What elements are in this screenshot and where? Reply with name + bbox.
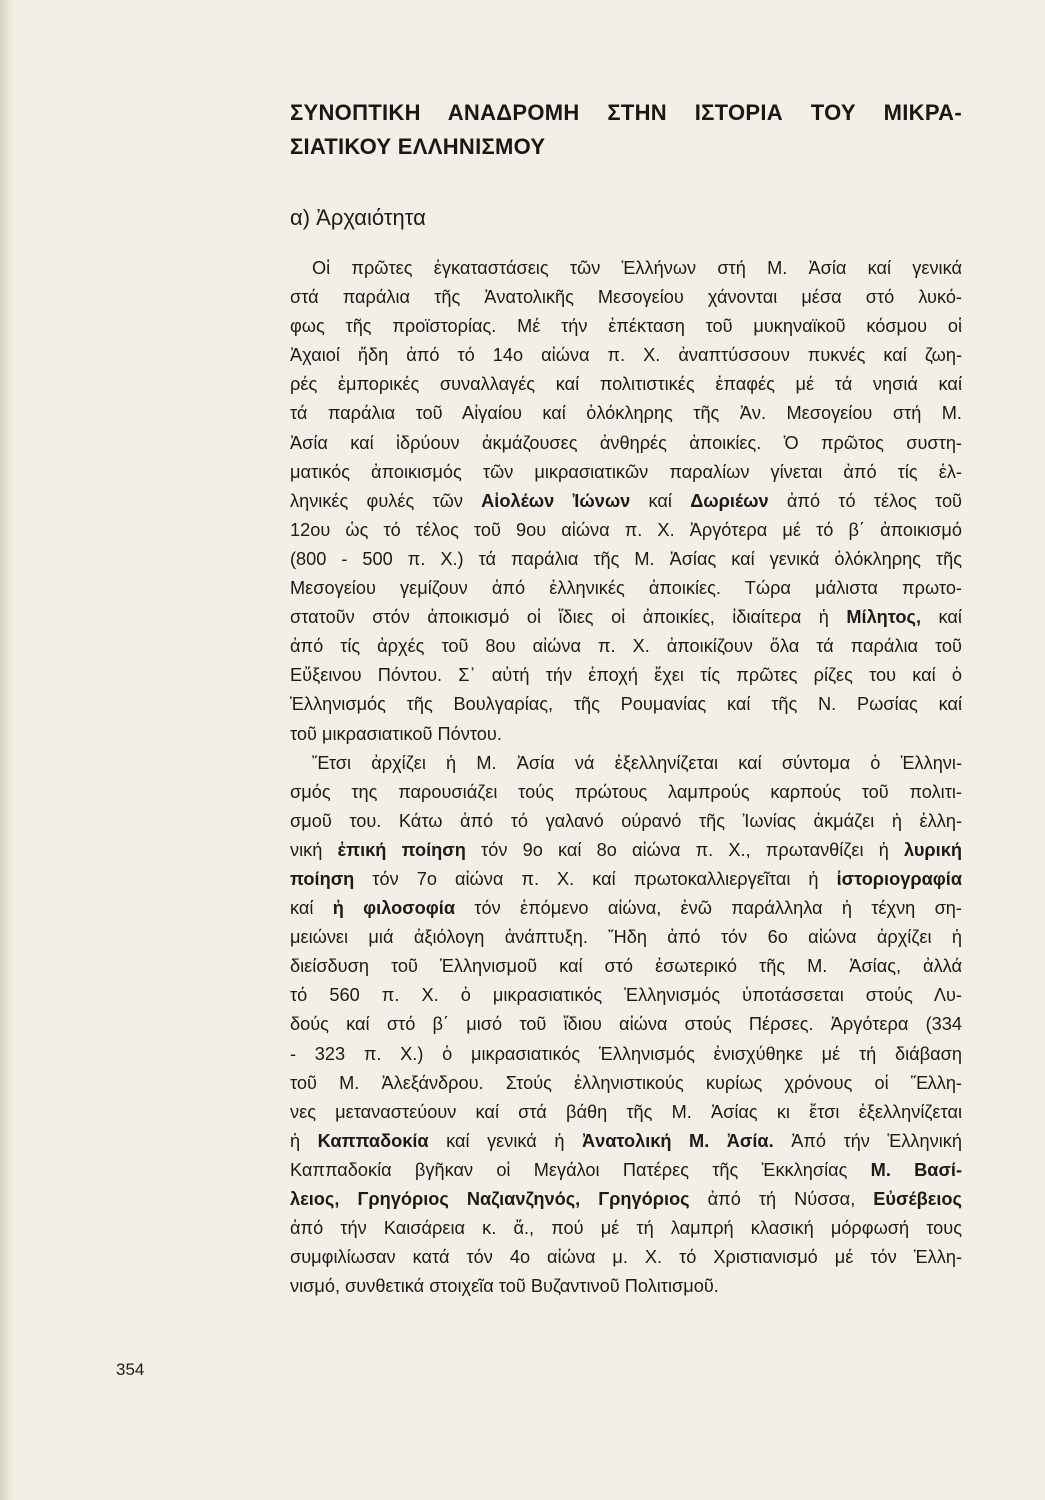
text-line: τά παράλια τοῦ Αἰγαίου καί ὁλόκληρης τῆς Ἀν. Μεσογείου στή Μ.: [290, 403, 962, 424]
text-line: Ἀχαιοί ἤδη ἀπό τό 14ο αἰώνα π. Χ. ἀναπτύσσουν πυκνές καί ζωη-: [290, 345, 962, 366]
text-run: τόν 7ο αἰώνα π. Χ. καί πρωτοκαλλιεργεῖται ἡ: [372, 868, 819, 889]
text-line: δούς καί στό β΄ μισό τοῦ ἴδιου αἰώνα στούς Πέρσες. Ἀργότερα (334: [290, 1014, 962, 1035]
text-run: ἡ: [290, 1130, 301, 1151]
text-line: [290, 1156, 962, 1185]
text-line: - 323 π. Χ.) ὁ μικρασιατικός Ἑλληνισμός ἐνισχύθηκε μέ τή διάβαση: [290, 1043, 962, 1064]
text-line: 12ου ὡς τό τέλος τοῦ 9ου αἰώνα π. Χ. Ἀργότερα μέ τό β΄ ἀποικισμό: [290, 519, 962, 540]
text-line: (800 - 500 π. Χ.) τά παράλια τῆς Μ. Ἀσίας καί γενικά ὁλόκληρης τῆς: [290, 548, 962, 569]
text-run: τόν ἑπόμενο αἰώνα, ἐνῶ παράλληλα ἡ τέχνη ση-: [474, 898, 962, 919]
emphasis-term: Γρηγόριος Ναζιανζηνός,: [357, 1189, 581, 1209]
text-run: Ἀπό τήν Ἑλληνική: [791, 1130, 962, 1151]
emphasis-term: Ἰώνων: [572, 490, 631, 511]
emphasis-term: Ἀνατολική Μ. Ἀσία.: [581, 1130, 774, 1151]
text-run: ληνικές φυλές τῶν: [290, 490, 463, 511]
text-column: [290, 96, 962, 1301]
text-run: καί: [290, 898, 314, 919]
text-run: καί: [648, 490, 672, 511]
text-run: στατοῦν στόν ἀποικισμό οἱ ἴδιες οἱ ἀποικίες, ἰδιαίτερα ἡ: [290, 607, 829, 628]
text-line: Μεσογείου γεμίζουν ἀπό ἑλληνικές ἀποικίες. Τώρα μάλιστα πρωτο-: [290, 578, 962, 599]
text-run: Καππαδοκία βγῆκαν οἱ Μεγάλοι Πατέρες τῆς Ἐκκλησίας: [290, 1159, 848, 1180]
emphasis-term: Εὐσέβειος: [873, 1189, 962, 1209]
text-line: φως τῆς προϊστορίας. Μέ τήν ἐπέκταση τοῦ μυκηναϊκοῦ κόσμου οἱ: [290, 316, 962, 337]
text-line: σμός της παρουσιάζει τούς πρώτους λαμπρούς καρπούς τοῦ πολιτι-: [290, 781, 962, 802]
emphasis-term: ποίηση: [290, 868, 355, 889]
page-edge-shadow: [0, 0, 14, 1500]
text-line: στά παράλια τῆς Ἀνατολικῆς Μεσογείου χάνονται μέσα στό λυκό-: [290, 287, 962, 308]
emphasis-term: Αἰολέων: [481, 490, 555, 511]
text-line: τοῦ Μ. Ἀλεξάνδρου. Στούς ἑλληνιστικούς κυρίως χρόνους οἱ Ἕλλη-: [290, 1072, 962, 1093]
text-line: μειώνει μιά ἀξιόλογη ἀνάπτυξη. Ἤδη ἀπό τόν 6ο αἰώνα ἀρχίζει ἡ: [290, 927, 962, 948]
text-line: νισμό, συνθετικά στοιχεῖα τοῦ Βυζαντινοῦ Πολιτισμοῦ.: [290, 1276, 719, 1297]
text-run: καί γενικά ἡ: [446, 1130, 565, 1151]
text-line: ἀπό τίς ἀρχές τοῦ 8ου αἰώνα π. Χ. ἀποικίζουν ὅλα τά παράλια τοῦ: [290, 636, 962, 657]
text-line: νες μεταναστεύουν καί στά βάθη τῆς Μ. Ἀσίας κι ἔτσι ἐξελληνίζεται: [290, 1101, 962, 1122]
text-line: ἀπό τήν Καισάρεια κ. ἄ., πού μέ τή λαμπρή κλασική μόρφωσή τους: [290, 1218, 962, 1239]
section-heading: α) Ἀρχαιότητα: [290, 205, 426, 230]
text-run: ἀπό τή Νύσσα,: [707, 1189, 856, 1209]
emphasis-term: Καππαδοκία: [317, 1130, 429, 1151]
text-line: τοῦ μικρασιατικοῦ Πόντου.: [290, 723, 502, 744]
emphasis-term: ἡ φιλοσοφία: [332, 898, 455, 919]
text-line: ματικός ἀποικισμός τῶν μικρασιατικῶν παραλίων γίνεται ἀπό τίς ἑλ-: [290, 461, 962, 482]
text-line: διείσδυση τοῦ Ἑλληνισμοῦ καί στό ἐσωτερικό τῆς Μ. Ἀσίας, ἀλλά: [290, 956, 962, 977]
paragraph: [290, 749, 962, 1302]
text-line: [290, 894, 962, 923]
text-line: [290, 865, 962, 894]
text-line: ρές ἐμπορικές συναλλαγές καί πολιτιστικές ἐπαφές μέ τά νησιά καί: [290, 374, 962, 395]
emphasis-term: ἱστοριογραφία: [836, 868, 963, 889]
emphasis-term: Δωριέων: [690, 490, 769, 511]
text-line: [290, 487, 962, 516]
page-number: 354: [116, 1360, 145, 1379]
emphasis-term: λυρική: [904, 839, 962, 860]
title-line: ΣΥΝΟΠΤΙΚΗ ΑΝΑΔΡΟΜΗ ΣΤΗΝ ΙΣΤΟΡΙΑ ΤΟΥ ΜΙΚΡΑ-: [290, 100, 962, 125]
text-run: ἀπό τό τέλος τοῦ: [786, 490, 963, 511]
text-line: [290, 1127, 962, 1156]
text-line: [290, 603, 962, 632]
text-line: σμοῦ του. Κάτω ἀπό τό γαλανό ούρανό τῆς Ἰωνίας ἀκμάζει ἡ ἑλλη-: [290, 810, 962, 831]
text-line: Ἔτσι ἀρχίζει ἡ Μ. Ἀσία νά ἐξελληνίζεται καί σύντομα ὁ Ἑλληνι-: [312, 752, 962, 773]
text-run: τόν 9ο καί 8ο αἰώνα π. Χ., πρωτανθίζει ἡ: [481, 839, 889, 860]
paragraph: [290, 254, 962, 749]
text-run: καί: [938, 607, 962, 628]
emphasis-term: Μίλητος,: [846, 607, 922, 628]
text-run: νική: [290, 839, 323, 860]
text-line: Εὔξεινου Πόντου. Σ᾽ αὐτή τήν ἐποχή ἔχει τίς πρῶτες ρίζες του καί ὁ: [290, 665, 962, 686]
text-line: Ἑλληνισμός τῆς Βουλγαρίας, τῆς Ρουμανίας καί τῆς Ν. Ρωσίας καί: [290, 694, 962, 715]
title-line: ΣΙΑΤΙΚΟΥ ΕΛΛΗΝΙΣΜΟΥ: [290, 134, 546, 159]
text-line: τό 560 π. Χ. ὁ μικρασιατικός Ἑλληνισμός ὑποτάσσεται στούς Λυ-: [290, 985, 962, 1006]
emphasis-term: λειος,: [290, 1189, 340, 1209]
text-line: Ἀσία καί ἱδρύουν ἀκμάζουσες ἀνθηρές ἀποικίες. Ὁ πρῶτος συστη-: [290, 432, 962, 453]
chapter-title: [290, 96, 962, 164]
emphasis-term: ἐπική ποίηση: [337, 839, 466, 860]
text-line: Οἱ πρῶτες ἐγκαταστάσεις τῶν Ἑλλήνων στή Μ. Ἀσία καί γενικά: [312, 258, 962, 278]
emphasis-term: Γρηγόριος: [598, 1189, 690, 1209]
text-line: συμφιλίωσαν κατά τόν 4ο αἰώνα μ. Χ. τό Χριστιανισμό μέ τόν Ἑλλη-: [290, 1247, 962, 1268]
text-line: [290, 836, 962, 865]
text-line: [290, 1185, 962, 1214]
emphasis-term: Μ. Βασί-: [870, 1159, 962, 1180]
